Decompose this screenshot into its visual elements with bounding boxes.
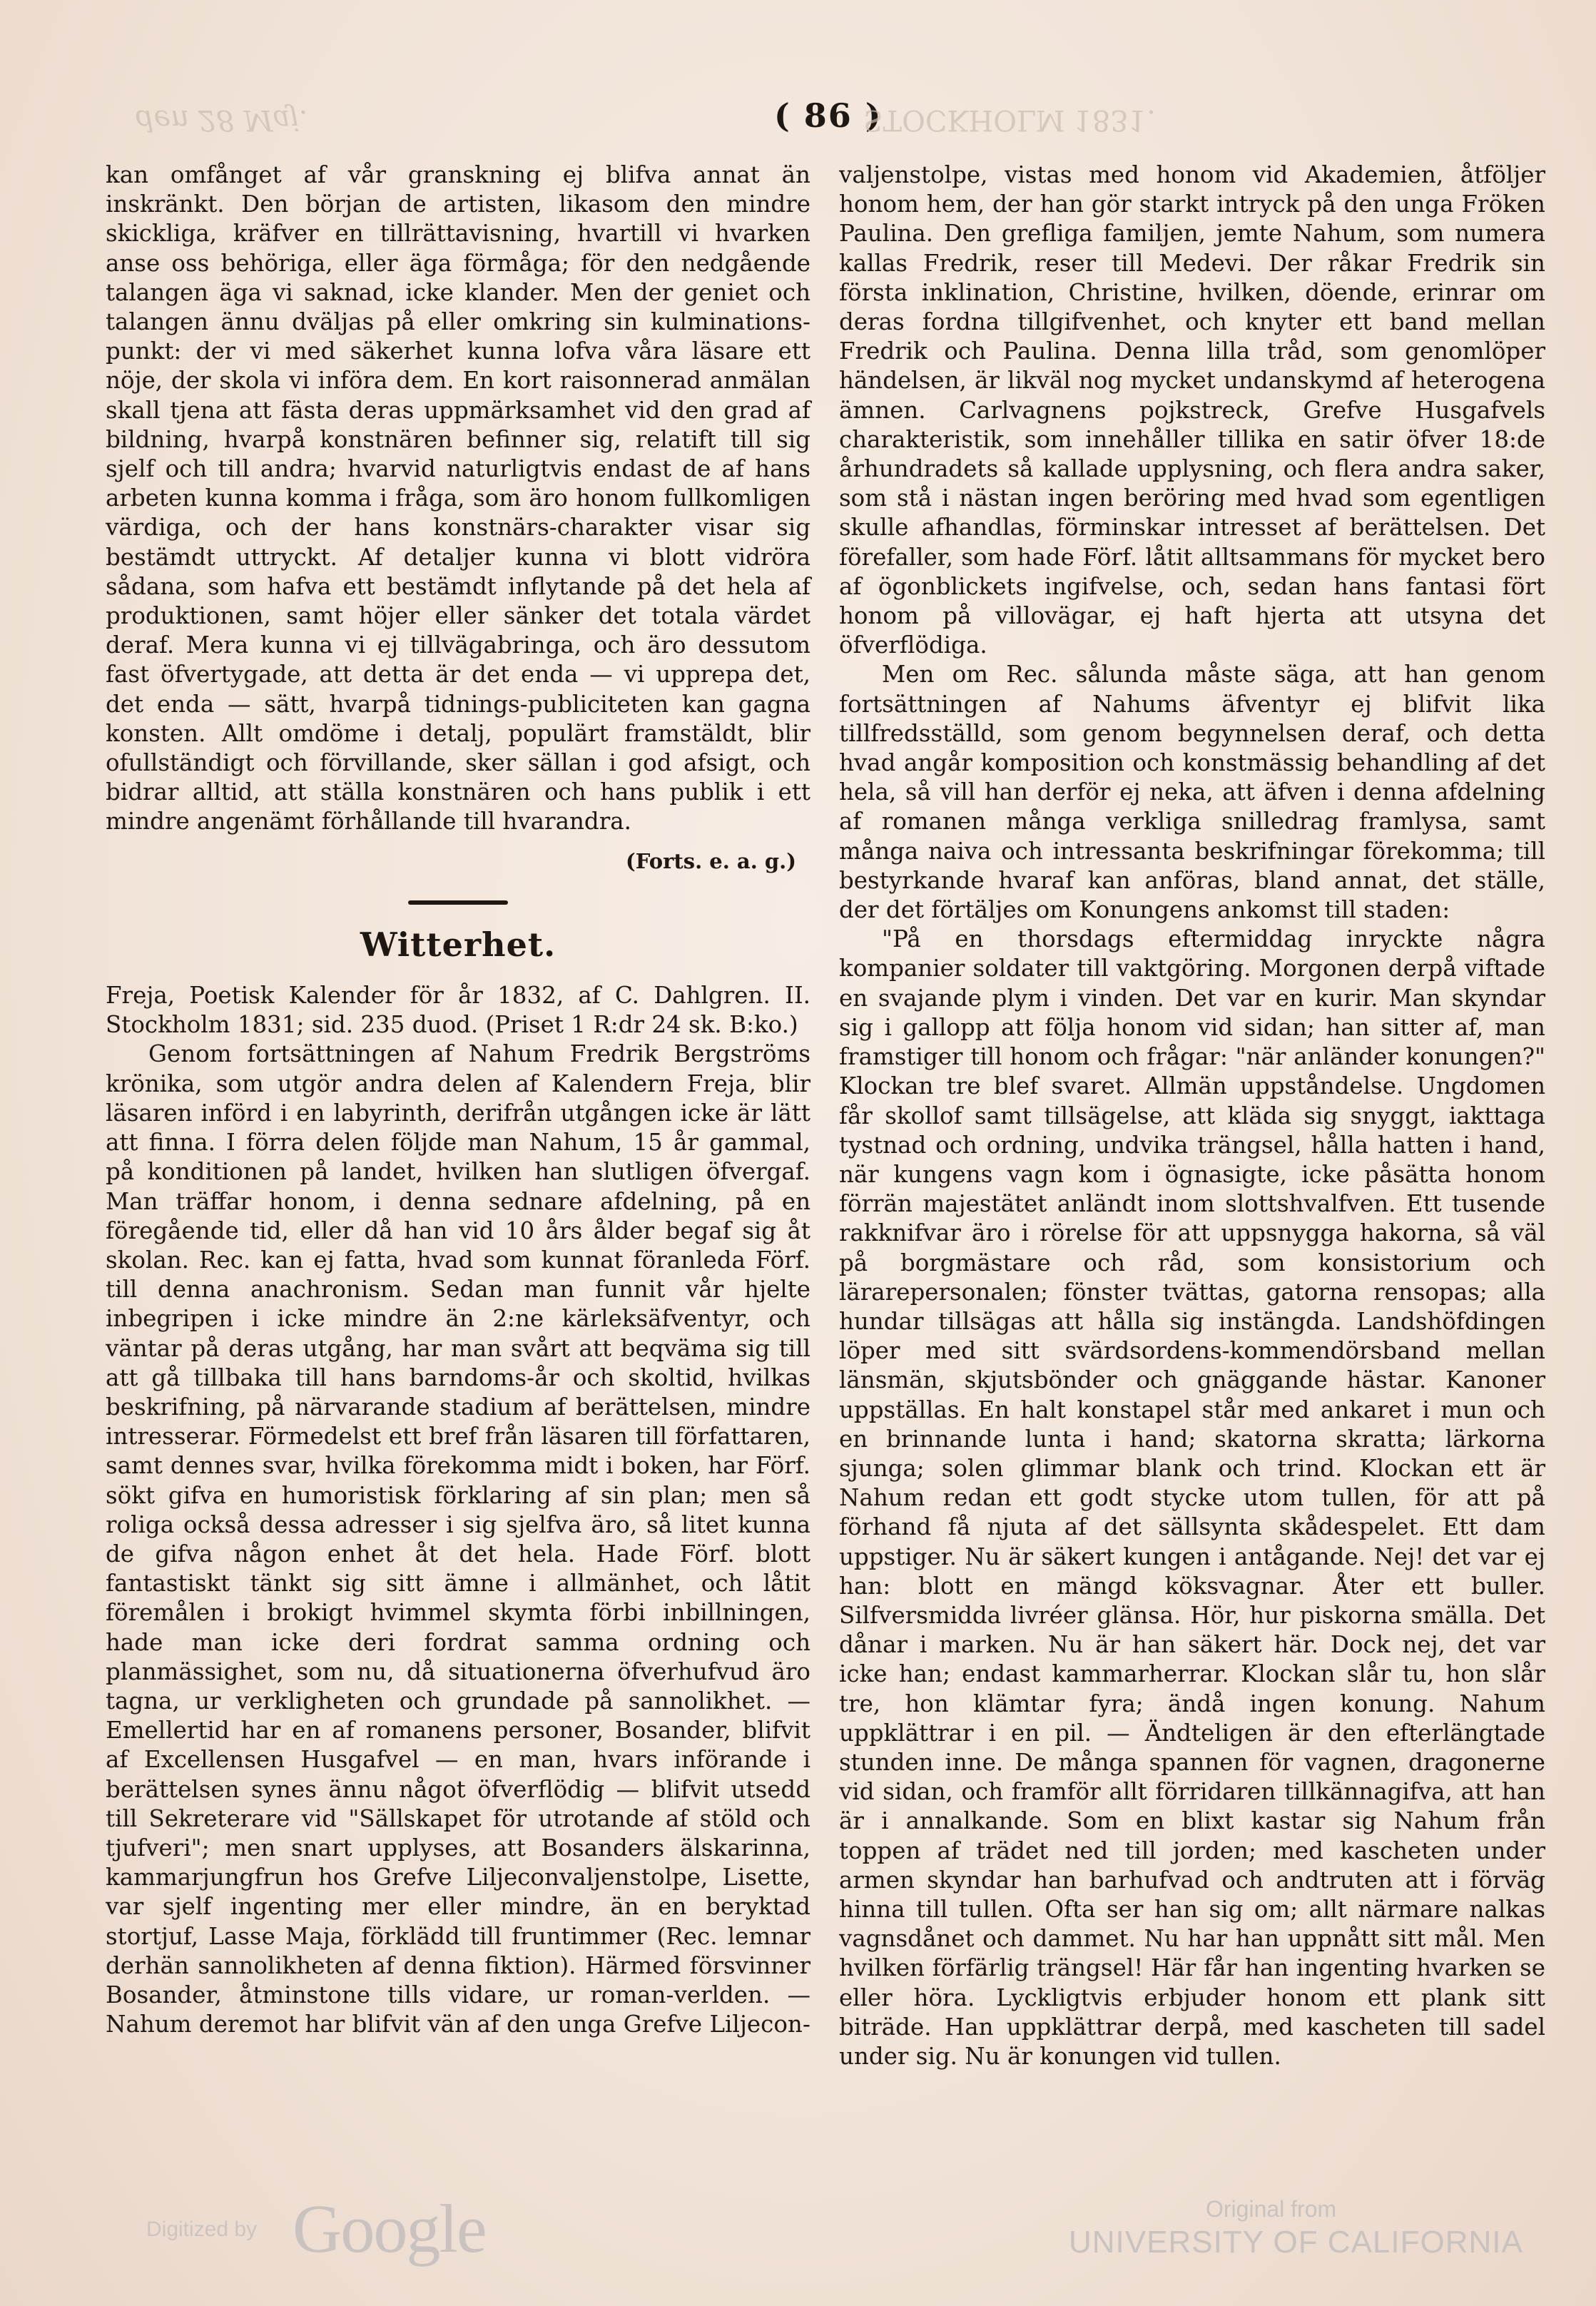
continuation-note: (Forts. e. a. g.) <box>626 848 796 873</box>
left-column <box>106 161 810 2039</box>
bleed-through-text-right: STOCKHOLM 1831. <box>863 103 1156 136</box>
quoted-excerpt-paragraph: "På en thorsdags eftermiddag inryckte några kompanier soldater till vaktgöring. Morgonen derpå viftade en svajande plym i vinden. Det var en kurir. Man skyndar sig i gallopp att följa honom vid sidan; han sitter af, man framstiger till honom och frågar: "när anländer konungen?" Klockan tre blef svaret. Allmän uppståndelse. Ungdomen får skollof samt tillsägelse, att kläda sig snyggt, iakttaga tystnad och ordning, undvika trängsel, hålla hatten i hand, när kungens vagn kom i ögnasigte, icke påsätta honom förrän majestätet anländt inom slottshvalfven. Ett tusende rakknifvar äro i rörelse för att uppsnygga hakorna, så väl på borgmästare och råd, som konsistorium och lärarepersonalen; fönster tvättas, gatorna rensopas; alla hundar tillsägas att hålla sig instängda. Landshöfdingen löper med sitt svärdsordens-kommendörsband mellan länsmän, skjutsbönder och gnäggande hästar. Kanoner uppställas. En halt konstapel står med ankaret i mun och en brinnande lunta i hand; skatorna skratta; lärkorna sjunga; solen glimmar blank och trind. Klockan ett är Nahum redan ett godt stycke utom tullen, för att på förhand få njuta af det sällsynta skådespelet. Ett dam uppstiger. Nu är säkert kungen i antågande. Nej! det var ej han: blott en mängd köksvagnar. Åter ett buller. Silfversmidda livréer glänsa. Hör, hur piskorna smälla. Det dånar i marken. Nu är han säkert här. Dock nej, det var icke han; endast kammarherrar. Klockan slår tu, hon slår tre, hon klämtar fyra; ändå ingen konung. Nahum uppklättrar i en pil. — Ändteligen är den efterlängtade stunden inne. De många spannen för vagnen, dragonerne vid sidan, och framför allt förridaren tillkännagifva, att han är i annalkande. Som en blixt kastar sig Nahum från toppen af trädet ned till jorden; med kascheten under armen skyndar han barhufvad och andtruten att i förväg hinna till tullen. Ofta ser han sig om; allt närmare nalkas vagnsdånet och dammet. Nu har han uppnått sitt mål. Men hvilken förfärlig trängsel! Här får han ingenting hvarken se eller höra. Lyckligtvis erbjuder honom ett plank sitt biträde. Han uppklättrar derpå, med kascheten till sadel under sig. Nu är konungen vid tullen. <box>839 925 1545 2070</box>
google-logo: Google <box>293 2190 486 2267</box>
review-paragraph: Genom fortsättningen af Nahum Fredrik Bergströms krönika, som utgör andra delen af Kalendern Freja, blir läsaren införd i en labyrinth, derifrån utgången icke är lätt att finna. I förra delen följde man Nahum, 15 år gammal, på konditionen på landet, hvilken han slutligen öfvergaf. Man träffar honom, i denna sednare afdelning, på en föregående tid, eller då han vid 10 års ålder begaf sig åt skolan. Rec. kan ej fatta, hvad som kunnat föranleda Förf. till denna anachronism. Sedan man funnit vår hjelte inbegripen i icke mindre än 2:ne kärleksäfventyr, och väntar på deras utgång, har man svårt att beqväma sig till att gå tillbaka till hans barndoms-år och skoltid, hvilkas beskrifning, på närvarande stadium af berättelsen, mindre intresserar. Förmedelst ett bref från läsaren till författaren, samt dennes svar, hvilka förekomma midt i boken, har Förf. sökt gifva en humoristisk förklaring af sin plan; men så roliga också dessa adresser i sig sjelfva äro, så litet kunna de gifva någon enhet åt det hela. Hade Förf. blott fantastiskt tänkt sig sitt ämne i allmänhet, och låtit föremålen i brokigt hvimmel skymta förbi inbillningen, hade man icke deri fordrat samma ordning och planmässighet, som nu, då situationerna öfverhufvud äro tagna, ur verkligheten och grundade på sannolikhet. — Emellertid har en af romanens personer, Bosander, blifvit af Excellensen Husgafvel — en man, hvars införande i berättelsen synes ännu något öfverflödig — blifvit utsedd till Sekreterare vid "Sällskapet för utrotande af stöld och tjufveri"; men snart upplyses, att Bosanders älskarinna, kammarjungfrun hos Grefve Liljeconvaljenstolpe, Lisette, var sjelf ingenting mer eller mindre, än en beryktad stortjuf, Lasse Maja, förklädd till fruntimmer (Rec. lemnar derhän sannolikheten af denna fiktion). Härmed försvinner Bosander, åtminstone tills vidare, ur roman-verlden. — Nahum deremot har blifvit vän af den unga Grefve Liljecon- <box>106 1040 810 2038</box>
page-header <box>0 96 1596 146</box>
digitization-watermark <box>0 2190 1596 2306</box>
right-column <box>839 161 1545 2071</box>
review-judgement-paragraph: Men om Rec. sålunda måste säga, att han genom fortsättningen af Nahums äfventyr ej blifvit lika tillfredsställd, som genom begynnelsen deraf, och detta hvad angår komposition och konstmässig behandling af det hela, så vill han derför ej neka, att äfven i denna afdelning af romanen många verkliga snilledrag framlysa, samt många naiva och intressanta beskrifningar förekomma; till bestyrkande hvaraf kan anföras, bland annat, det ställe, der det förtäljes om Konungens ankomst till staden: <box>839 661 1545 924</box>
bibliographic-entry: Freja, Poetisk Kalender för år 1832, af C. Dahlgren. II. Stockholm 1831; sid. 235 duod. (Priset 1 R:dr 24 sk. B:ko.) <box>106 982 810 1039</box>
university-label: UNIVERSITY OF CALIFORNIA <box>1069 2225 1523 2260</box>
original-from-label: Original from <box>1206 2196 1337 2222</box>
review-continuation-paragraph: valjenstolpe, vistas med honom vid Akademien, åtföljer honom hem, der han gör starkt intryck på den unga Fröken Paulina. Den grefliga familjen, jemte Nahum, som numera kallas Fredrik, reser till Medevi. Der råkar Fredrik sin första inklination, Christine, hvilken, döende, erinrar om deras fordna tillgifvenhet, och knyter ett band mellan Fredrik och Paulina. Denna lilla tråd, som genomlöper händelsen, är likväl nog mycket undanskymd af heterogena ämnen. Carlvagnens pojkstreck, Grefve Husgafvels charakteristik, som innehåller tillika en satir öfver 18:de århundradets så kallade upplysning, och flera andra saker, som stå i nästan ingen beröring med hvad som egentligen skulle afhandlas, förminskar intresset af berättelsen. Det förefaller, som hade Förf. låtit alltsammans för mycket bero af ögonblickets ingifvelse, och, sedan hans fantasi fört honom på villovägar, ej haft hjerta att utsyna det öfverflödiga. <box>839 161 1545 659</box>
section-title: Witterhet. <box>360 925 556 964</box>
bleed-through-text-left: den 28 Maj. <box>136 103 308 136</box>
page-number: ( 86 ) <box>774 96 883 135</box>
art-review-paragraph: kan omfånget af vår granskning ej blifva annat än inskränkt. Den början de artisten, likasom den mindre skickliga, kräfver en tillrättavisning, hvartill vi hvarken anse oss behöriga, eller äga förmåga; för den nedgående talangen äga vi saknad, icke klander. Men der geniet och talangen ännu dväljas på eller omkring sin kulminations-punkt: der vi med säkerhet kunna lofva våra läsare ett nöje, der skola vi införa dem. En kort raisonnerad anmälan skall tjena att fästa deras uppmärksamhet vid den grad af bildning, hvarpå konstnären befinner sig, relatift till sig sjelf och till andra; hvarvid naturligtvis endast de af hans arbeten kunna komma i fråga, som äro honom fullkomligen värdiga, och der hans konstnärs-charakter visar sig bestämdt uttryckt. Af detaljer kunna vi blott vidröra sådana, som hafva ett bestämdt inflytande på det hela af produktionen, samt höjer eller sänker det totala värdet deraf. Mera kunna vi ej tillvägabringa, och äro dessutom fast öfvertygade, att detta är det enda — vi upprepa det, det enda — sätt, hvarpå tidnings-publiciteten kan gagna konsten. Allt omdöme i detalj, populärt framstäldt, blir ofullständigt och förvillande, sker sällan i god afsigt, och bidrar alltid, att ställa konstnären och hans publik i ett mindre angenämt förhållande till hvarandra. <box>106 161 810 835</box>
section-divider <box>408 900 508 905</box>
digitized-by-label: Digitized by <box>146 2218 258 2241</box>
